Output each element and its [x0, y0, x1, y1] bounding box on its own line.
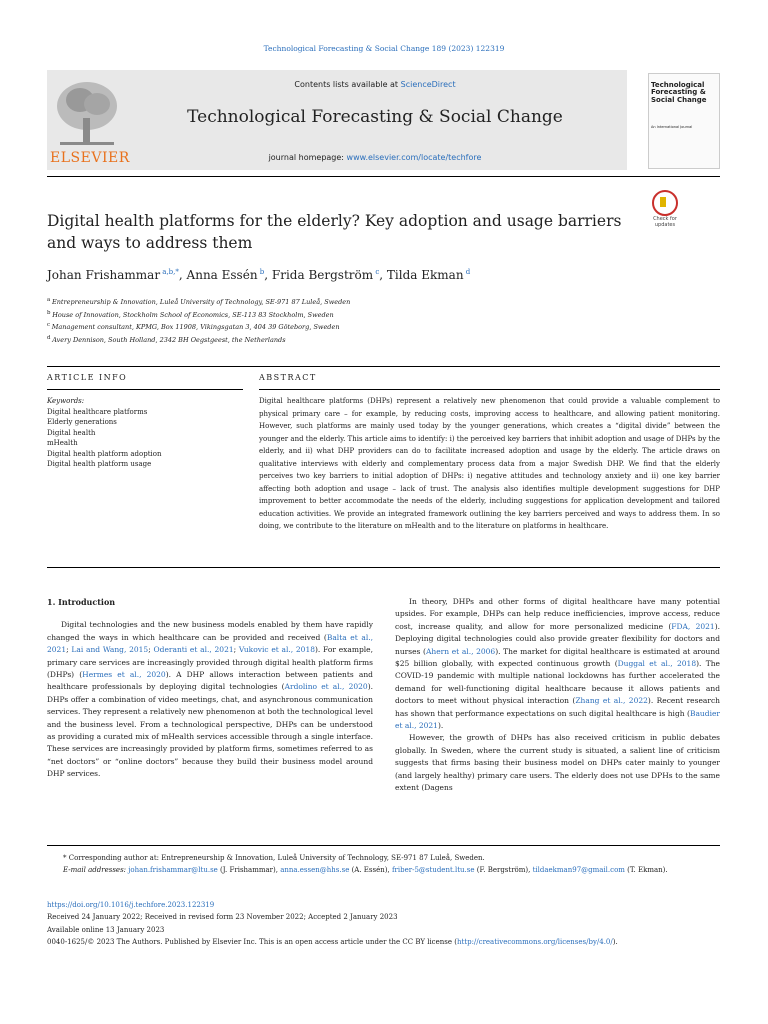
- email-link[interactable]: friber-5@student.ltu.se: [391, 866, 475, 874]
- intro-paragraph-2: [395, 596, 720, 732]
- article-info-heading: ARTICLE INFO: [47, 373, 128, 382]
- article-title: Digital health platforms for the elderly? Key adoption and usage barriers and ways to address them: [47, 212, 622, 252]
- paragraph-text: ;: [148, 645, 154, 655]
- paragraph-text: ). A DHP allows interaction between patients and healthcare professionals by deploying digital technologies (: [47, 670, 373, 692]
- affiliation-marker: c: [47, 322, 52, 329]
- journal-citation-link[interactable]: Technological Forecasting & Social Change 189 (2023) 122319: [263, 44, 505, 53]
- affiliation-item: [47, 333, 667, 346]
- paragraph-text: ). For example, primary care services are increasingly provided through digital health platform firms (DHPs) (: [47, 645, 373, 680]
- email-owner: (A. Essén),: [349, 866, 392, 874]
- keyword-item: Digital healthcare platforms: [47, 407, 148, 416]
- citation-link[interactable]: Zhang et al., 2022: [575, 696, 648, 706]
- affiliation-item: [47, 295, 667, 308]
- abstract-divider: [47, 567, 720, 568]
- header-divider: [47, 176, 720, 177]
- check-for-updates-icon: [652, 190, 678, 216]
- affiliation-text: Management consultant, KPMG, Box 11908, Vikingsgatan 3, 404 39 Göteborg, Sweden: [51, 323, 340, 332]
- article-info-rule: [47, 389, 243, 390]
- author-name[interactable]: Tilda Ekman: [386, 268, 464, 282]
- paragraph-text: ).: [437, 721, 444, 731]
- citation-link[interactable]: Ardolino et al., 2020: [284, 682, 368, 692]
- journal-title: Technological Forecasting & Social Change: [187, 107, 563, 127]
- keyword-item: Digital health: [47, 428, 96, 437]
- citation-link[interactable]: Ahern et al., 2006: [425, 646, 496, 656]
- body-column-left: [47, 596, 373, 781]
- corresponding-author-note: * Corresponding author at: Entrepreneurship & Innovation, Luleå University of Technology, SE-971 87 Luleå, Sweden.: [63, 854, 485, 862]
- keyword-item: Digital health platform adoption: [47, 449, 162, 458]
- paragraph-text: ). Deploying digital technologies could also provide greater flexibility for doctors and nurses (: [395, 621, 720, 656]
- affiliation-marker: d: [47, 334, 53, 341]
- email-link[interactable]: tildaekman97@gmail.com: [532, 866, 625, 874]
- email-owner: (F. Bergström),: [474, 866, 533, 874]
- license-suffix: ).: [612, 938, 618, 947]
- license-line: [47, 936, 720, 948]
- author-list: [47, 268, 667, 282]
- paragraph-text: ). The COVID-19 pandemic with multiple national lockdowns has further accelerated the demand for well-functioning digital healthcare because it allows patients and doctors to meet without physical interaction (: [395, 659, 720, 706]
- cover-subtitle: An International Journal: [651, 125, 693, 129]
- body-column-right: [395, 596, 720, 795]
- citation-link[interactable]: Oderanti et al., 2021: [153, 645, 234, 655]
- contents-prefix: Contents lists available at: [294, 80, 401, 89]
- info-divider: [47, 366, 720, 367]
- license-link[interactable]: http://creativecommons.org/licenses/by/4.0/: [456, 938, 613, 947]
- check-for-updates-button[interactable]: [648, 190, 682, 228]
- author-name[interactable]: Johan Frishammar: [47, 268, 161, 282]
- paragraph-text: ;: [233, 645, 239, 655]
- paragraph-text: ). DHPs offer a combination of video meetings, chat, and asynchronous communication services. They represent a relatively new phenomenon at both the technological level and the business level. From a technological perspective, DHPs can be understood as providing a curated mix of mHealth services accessible through a single interface. These services are increasingly provided by platform firms, sometimes referred to as “net doctors” or “online doctors” because they build their business model around DHP services.: [47, 682, 373, 779]
- homepage-link[interactable]: www.elsevier.com/locate/techfore: [346, 153, 482, 162]
- author-name[interactable]: Frida Bergström: [271, 268, 374, 282]
- journal-homepage: [130, 153, 620, 162]
- intro-paragraph-1: [47, 619, 373, 780]
- sciencedirect-link[interactable]: ScienceDirect: [400, 80, 456, 89]
- homepage-prefix: journal homepage:: [268, 153, 347, 162]
- keywords-block: [47, 396, 243, 470]
- email-owner: (J. Frishammar),: [217, 866, 281, 874]
- check-for-updates-label: Check for updates: [653, 216, 677, 228]
- keyword-item: Digital health platform usage: [47, 460, 152, 468]
- doi-link[interactable]: https://doi.org/10.1016/j.techfore.2023.122319: [47, 901, 215, 909]
- citation-link[interactable]: Vukovic et al., 2018: [238, 645, 315, 655]
- publisher-logo-text: ELSEVIER: [50, 150, 130, 166]
- email-addresses: [47, 864, 720, 876]
- abstract-text: Digital healthcare platforms (DHPs) represent a relatively new phenomenon that could provide a valuable complement to physical primary care – for example, by reducing costs, improving access to healthcare, and allowing patient monitoring. However, such platforms are mainly used today by the younger generations, which creates a “digital divide” between the younger and the elderly. This article aims to identify: i) the perceived key barriers that inhibit adoption and usage of DHPs by the elderly, and ii) what DHP providers can do to facilitate increased adoption and usage by the elderly. The article draws on qualitative interviews with elderly and complementary process data from a major Swedish DHP. We find that the elderly perceives two key barriers to initial adoption of DHPs: i) negative attitudes and technology anxiety and ii) one key barrier affecting both adoption and usage – lack of trust. The analysis also identifies multiple development suggestions for DHP improvement to better accommodate the needs of the elderly, including suggestions for application development and tailored education activities. We provide an integrated framework outlining the key barriers perceived and ways to address them. In so doing, we contribute to the literature on mHealth and to the literature on platforms in healthcare.: [259, 397, 720, 530]
- paragraph-text: ;: [66, 645, 72, 655]
- section-heading-introduction: 1. Introduction: [47, 597, 116, 607]
- intro-paragraph-3: However, the growth of DHPs has also received criticism in public debates globally. In Sweden, where the current study is situated, a salient line of criticism suggests that firms basing their business model on DHPs cater mainly to younger (and largely healthy) primary care users. The elderly does not use DPHs to the same extent (Dagens: [395, 733, 720, 793]
- author-affiliation-marker[interactable]: a,b,*: [160, 268, 179, 276]
- affiliations: [47, 295, 667, 346]
- abstract-heading: ABSTRACT: [259, 373, 317, 382]
- affiliation-item: [47, 308, 667, 321]
- abstract-rule: [259, 389, 720, 390]
- paragraph-text: ). The market for digital healthcare is estimated at around $25 billion globally, with expected continuous growth (: [395, 646, 720, 669]
- citation-link[interactable]: Balta et al., 2021: [47, 632, 373, 655]
- email-owner: (T. Ekman).: [624, 866, 668, 874]
- license-prefix: 0040-1625/© 2023 The Authors. Published by Elsevier Inc. This is an open access article under the CC BY license (: [47, 938, 457, 947]
- citation-link[interactable]: Hermes et al., 2020: [82, 670, 166, 680]
- affiliation-marker: a: [47, 297, 52, 303]
- paragraph-text: ). Recent research has shown that performance expectations on such digital healthcare is high (: [395, 696, 720, 718]
- keywords-label: Keywords:: [47, 397, 85, 405]
- citation-link[interactable]: FDA, 2021: [671, 621, 715, 631]
- paragraph-text: Digital technologies and the new business models enabled by them have rapidly changed the ways in which healthcare can be provided and received (: [47, 620, 373, 642]
- affiliation-item: [47, 320, 667, 333]
- affiliation-text: Entrepreneurship & Innovation, Luleå University of Technology, SE-971 87 Luleå, Sweden: [51, 298, 351, 307]
- cover-title: Technological Forecasting & Social Change: [651, 81, 707, 104]
- available-online-date: Available online 13 January 2023: [47, 925, 165, 934]
- author-affiliation-marker[interactable]: d: [463, 268, 471, 276]
- keyword-item: mHealth: [47, 439, 78, 447]
- author-affiliation-marker[interactable]: b: [257, 268, 265, 276]
- author-separator: ,: [264, 268, 272, 282]
- publication-info: [47, 899, 720, 949]
- contents-availability: [130, 80, 620, 89]
- email-link[interactable]: johan.frishammar@ltu.se: [128, 866, 218, 874]
- footnotes: [47, 852, 720, 876]
- footnote-divider: [47, 845, 720, 846]
- author-separator: ,: [379, 268, 387, 282]
- email-label: E-mail addresses:: [63, 866, 129, 874]
- affiliation-marker: b: [47, 309, 53, 316]
- author-separator: ,: [178, 268, 187, 282]
- affiliation-text: Avery Dennison, South Holland, 2342 BH Oegstgeest, the Netherlands: [52, 336, 286, 345]
- author-name[interactable]: Anna Essén: [186, 268, 258, 282]
- paragraph-text: In theory, DHPs and other forms of digital healthcare have many potential upsides. For example, DHPs can help reduce inefficiencies, improve access, reduce cost, increase quality, and allow for more personalized medicine (: [395, 597, 720, 631]
- received-dates: Received 24 January 2022; Received in revised form 23 November 2022; Accepted 2 January 2023: [47, 913, 398, 922]
- citation-link[interactable]: Lai and Wang, 2015: [71, 645, 149, 655]
- keywords-list: [47, 407, 243, 470]
- citation-link[interactable]: Baudier et al., 2021: [395, 708, 720, 731]
- affiliation-text: House of Innovation, Stockholm School of Economics, SE-113 83 Stockholm, Sweden: [52, 310, 334, 319]
- author-affiliation-marker[interactable]: c: [373, 268, 380, 276]
- keyword-item: Elderly generations: [47, 418, 117, 426]
- citation-link[interactable]: Duggal et al., 2018: [617, 659, 697, 669]
- email-link[interactable]: anna.essen@hhs.se: [280, 866, 350, 874]
